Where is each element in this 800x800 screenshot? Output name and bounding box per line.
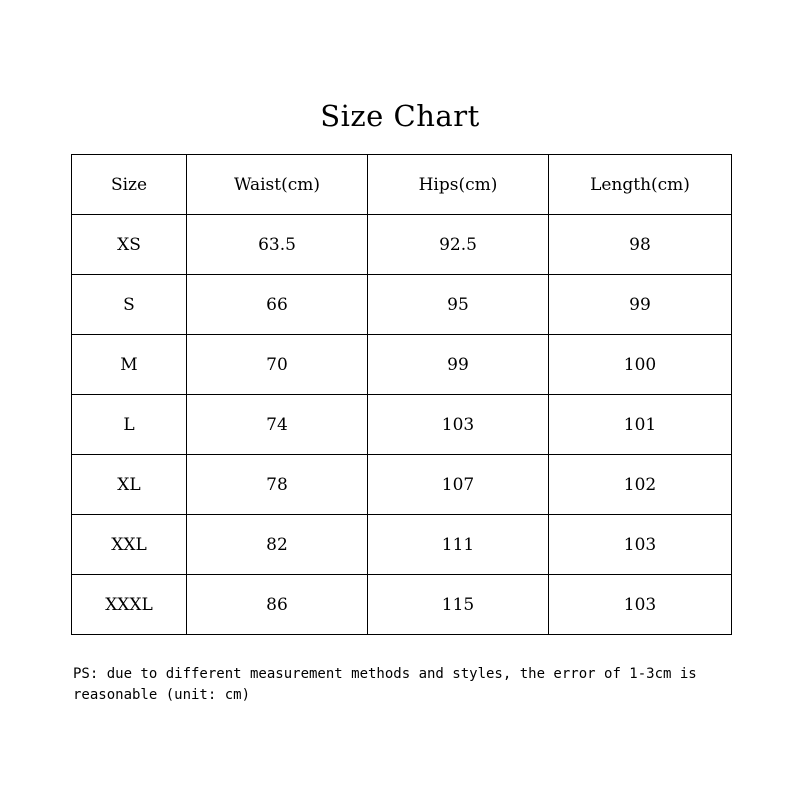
cell-waist: 66 xyxy=(187,275,368,335)
cell-length: 101 xyxy=(549,395,732,455)
table-row xyxy=(72,575,732,635)
cell-waist: 74 xyxy=(187,395,368,455)
table-row xyxy=(72,395,732,455)
cell-length: 102 xyxy=(549,455,732,515)
cell-length: 99 xyxy=(549,275,732,335)
cell-size: XS xyxy=(72,215,187,275)
cell-hips: 103 xyxy=(368,395,549,455)
cell-hips: 99 xyxy=(368,335,549,395)
cell-hips: 92.5 xyxy=(368,215,549,275)
size-chart-table xyxy=(71,154,732,635)
measurement-note: PS: due to different measurement methods and styles, the error of 1-3cm is reasonable (unit: cm) xyxy=(73,666,697,703)
cell-length: 98 xyxy=(549,215,732,275)
header-length: Length(cm) xyxy=(549,155,732,215)
table-header-row xyxy=(72,155,732,215)
cell-waist: 70 xyxy=(187,335,368,395)
cell-length: 103 xyxy=(549,515,732,575)
header-hips: Hips(cm) xyxy=(368,155,549,215)
cell-size: L xyxy=(72,395,187,455)
cell-waist: 63.5 xyxy=(187,215,368,275)
cell-size: XXXL xyxy=(72,575,187,635)
cell-size: XL xyxy=(72,455,187,515)
table-row xyxy=(72,335,732,395)
table-row xyxy=(72,215,732,275)
cell-size: M xyxy=(72,335,187,395)
cell-length: 100 xyxy=(549,335,732,395)
cell-waist: 86 xyxy=(187,575,368,635)
cell-hips: 107 xyxy=(368,455,549,515)
cell-waist: 78 xyxy=(187,455,368,515)
cell-hips: 95 xyxy=(368,275,549,335)
table-row xyxy=(72,455,732,515)
cell-waist: 82 xyxy=(187,515,368,575)
table-row xyxy=(72,275,732,335)
table-row xyxy=(72,515,732,575)
cell-hips: 111 xyxy=(368,515,549,575)
page-title: Size Chart xyxy=(320,99,480,133)
cell-hips: 115 xyxy=(368,575,549,635)
cell-length: 103 xyxy=(549,575,732,635)
header-size: Size xyxy=(72,155,187,215)
cell-size: XXL xyxy=(72,515,187,575)
cell-size: S xyxy=(72,275,187,335)
header-waist: Waist(cm) xyxy=(187,155,368,215)
